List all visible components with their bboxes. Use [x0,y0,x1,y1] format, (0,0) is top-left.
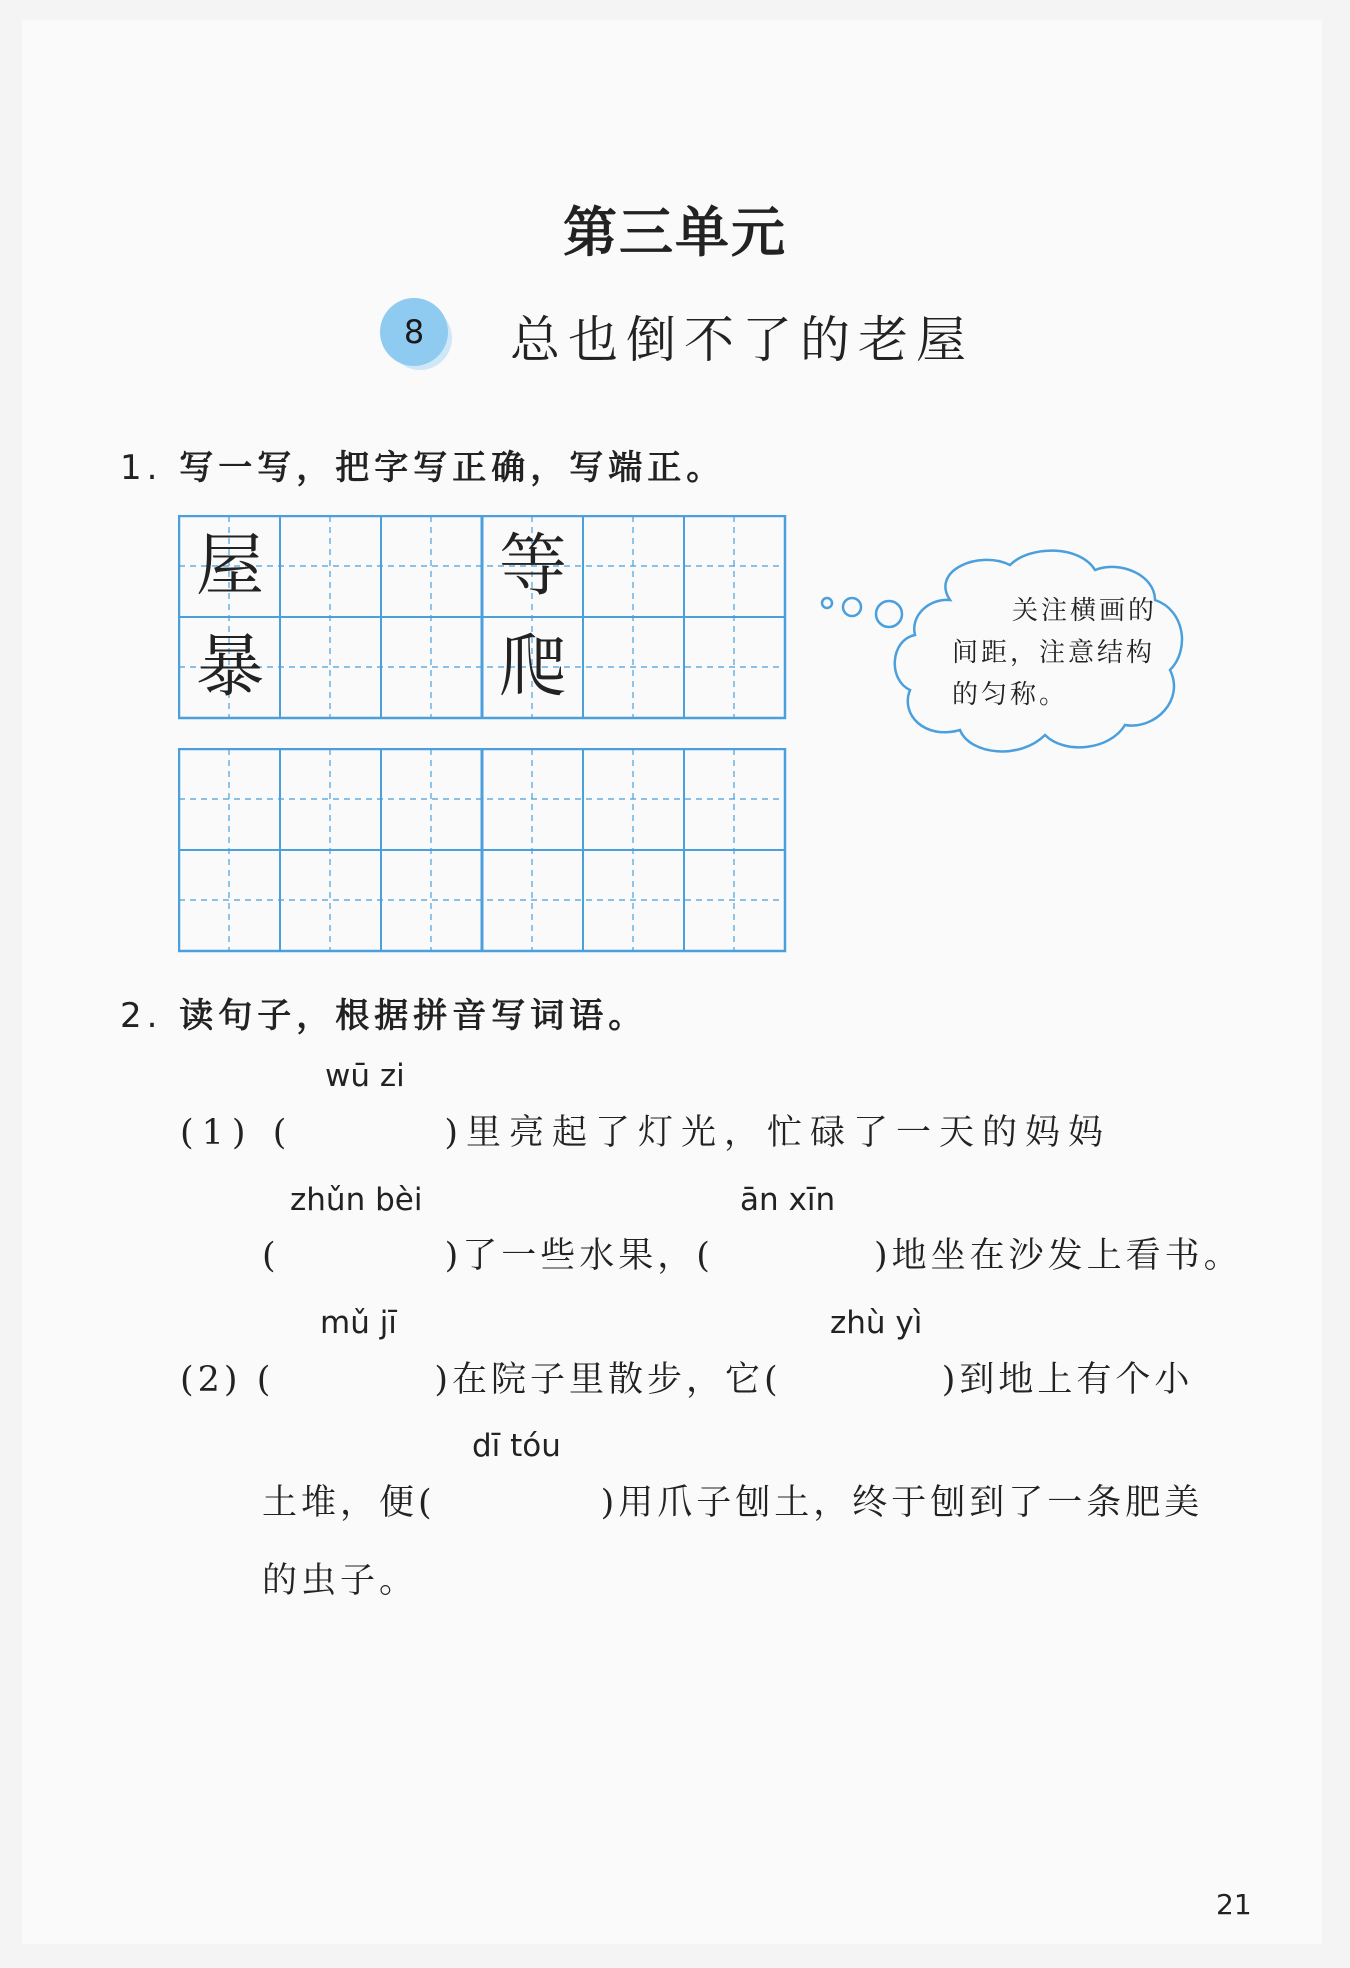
pinyin-hint: zhǔn bèi [290,1182,423,1218]
question-2-title [120,988,647,1037]
pinyin-hint: ān xīn [740,1182,836,1218]
pinyin-hint: dī tóu [472,1428,561,1464]
writing-grid-practice[interactable] [178,515,788,721]
sentence-text: )用爪子刨土，终于刨到了一条肥美 [600,1483,1204,1523]
sentence-text: 土堆，便( [262,1483,436,1523]
question-1-text: 写一写，把字写正确，写端正。 [179,448,726,488]
question-2-text: 读句子，根据拼音写词语。 [179,996,648,1036]
page-number: 21 [1216,1888,1252,1921]
blank-open: ( [262,1236,280,1276]
tip-line: 间距，注意结构 [952,638,1156,668]
tip-text [952,590,1182,716]
model-character: 等 [498,527,567,606]
sentence-text: )在院子里散步，它( [434,1360,782,1400]
sentence-line [262,1475,1203,1525]
blank-open: ( [256,1360,275,1400]
pinyin-hint: wū zi [325,1058,405,1094]
pinyin-hint: mǔ jī [320,1305,397,1341]
sentence-text: )地坐在沙发上看书。 [873,1236,1243,1276]
lesson-title: 总也倒不了的老屋 [510,311,974,369]
item-label: (2) [180,1360,242,1400]
lesson-number-badge: 8 [380,298,448,366]
sentence-text: )到地上有个小 [941,1360,1194,1400]
sentence-line [262,1228,1243,1278]
writing-grid-blank[interactable] [178,748,788,954]
blank-open: ( [272,1113,295,1153]
sentence-text: )了一些水果，( [444,1236,714,1276]
sentence-text: )里亮起了灯光，忙碌了一天的妈妈 [444,1113,1112,1153]
question-2-number: 2. [120,996,163,1036]
question-1-number: 1. [120,448,163,488]
model-character: 爬 [498,628,567,707]
sentence-line [180,1105,1111,1155]
unit-title: 第三单元 [563,200,787,264]
question-1-title [120,440,725,489]
model-character: 屋 [195,527,264,606]
model-character: 暴 [195,628,264,707]
pinyin-hint: zhù yì [830,1305,923,1341]
item-label: (1) [180,1113,254,1153]
tip-line: 的匀称。 [952,680,1069,710]
sentence-line [180,1352,1193,1402]
sentence-line: 的虫子。 [262,1561,419,1601]
tip-line: 关注横画的 [1012,596,1158,626]
